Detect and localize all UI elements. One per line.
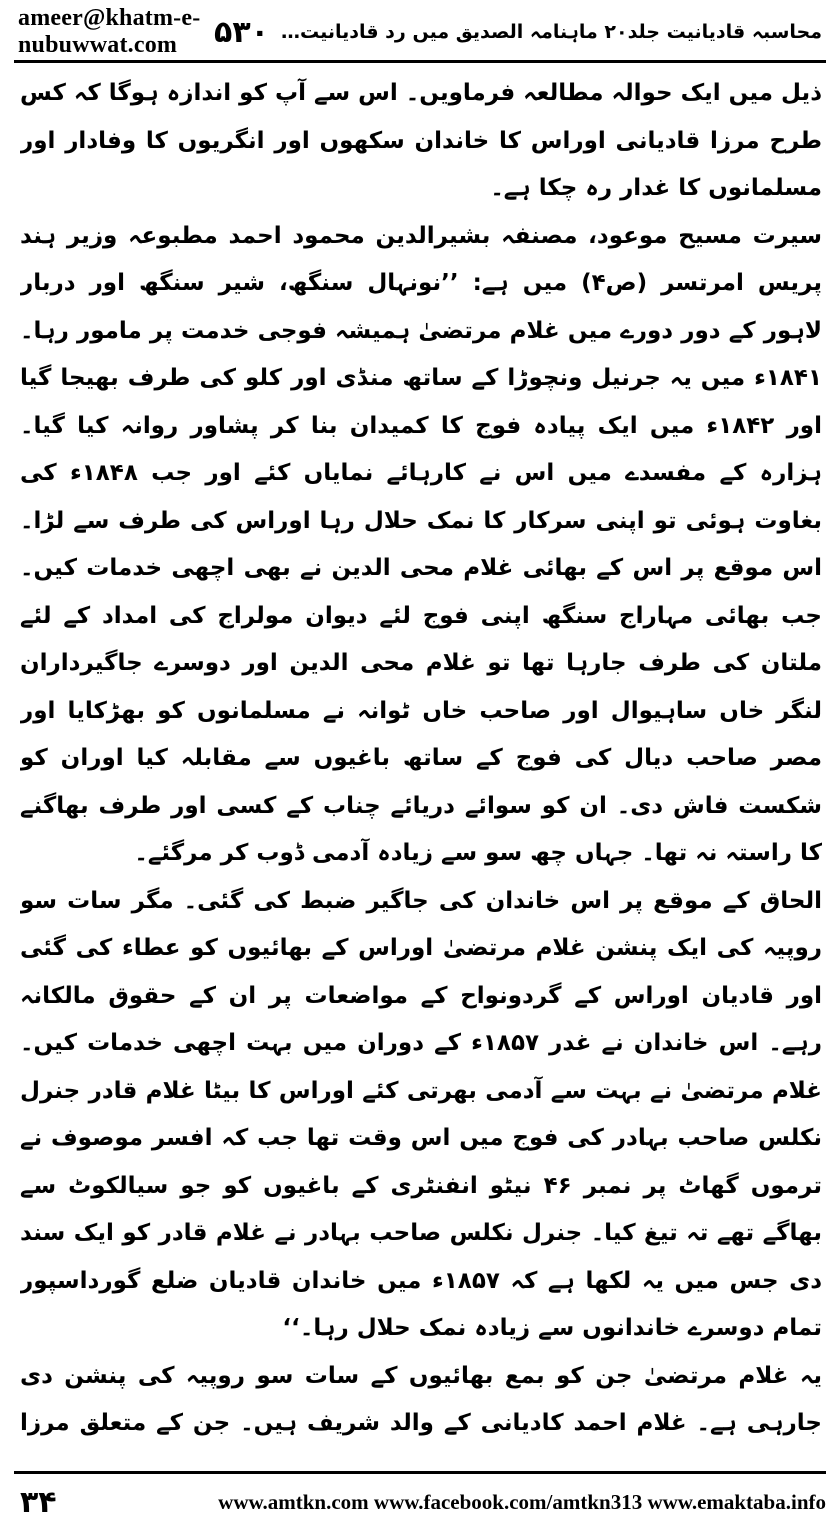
header-rule — [14, 60, 826, 63]
footer-folio: ۳۴ — [20, 1484, 57, 1520]
paragraph-quote-sirat: سیرت مسیح موعود، مصنفہ بشیرالدین محمود احمد مطبوعہ وزیر ہند پریس امرتسر (ص۴) میں ہے: ’’نونہال سنگھ، شیر سنگھ اور دربار لاہور کے دور دورے میں غلام مرتضیٰ ہمیشہ فوجی خدمت پر مامور رہا۔ ۱۸۴۱ء میں یہ جرنیل ونچوڑا کے ساتھ منڈی اور کلو کی طرف بھیجا گیا اور ۱۸۴۲ء میں ایک پیادہ فوج کا کمیدان بنا کر پشاور روانہ کیا گیا۔ ہزارہ کے مفسدے میں اس نے کارہائے نمایاں کئے اور جب ۱۸۴۸ء کی بغاوت ہوئی تو اپنی سرکار کا نمک حلال رہا اوراس کی طرف سے لڑا۔ اس موقع پر اس کے بھائی غلام محی الدین نے بھی اچھی خدمات کیں۔ جب بھائی مہاراج سنگھ اپنی فوج لئے دیوان مولراج کی امداد کے لئے ملتان کی طرف جارہا تھا تو غلام محی الدین اور دوسرے جاگیرداران لنگر خاں ساہیوال اور صاحب خاں ٹوانہ نے مسلمانوں کو بھڑکایا اور مصر صاحب دیال کی فوج کے ساتھ باغیوں سے مقابلہ کیا اوران کو شکست فاش دی۔ ان کو سوائے دریائے چناب کے کسی اور طرف بھاگنے کا راستہ نہ تھا۔ جہاں چھ سو سے زیادہ آدمی ڈوب کر مرگئے۔ — [20, 222, 822, 866]
header-page-number: ۵۳۰ — [214, 14, 269, 50]
header-series-title: محاسبہ قادیانیت جلد۲۰ ماہنامہ الصدیق میں رد قادیانیت… — [280, 21, 822, 43]
body-text — [20, 70, 822, 1450]
paragraph-ghulam-murtaza: یہ غلام مرتضیٰ جن کو بمع بھائیوں کے سات سو روپیہ کی پنشن دی جارہی ہے۔ غلام احمد کادیانی کے والد شریف ہیں۔ جن کے متعلق مرزا — [20, 1362, 822, 1436]
page-header — [18, 5, 822, 58]
page-footer — [14, 1471, 826, 1530]
paragraph-intro: ذیل میں ایک حوالہ مطالعہ فرماویں۔ اس سے آپ کو اندازہ ہوگا کہ کس طرح مرزا قادیانی اوراس کا خاندان سکھوں اور انگریوں کا وفادار اور مسلمانوں کا غدار رہ چکا ہے۔ — [20, 80, 822, 201]
footer-links: www.amtkn.com www.facebook.com/amtkn313 www.emaktaba.info — [218, 1489, 826, 1514]
header-email: ameer@khatm-e-nubuwwat.com — [18, 5, 201, 58]
header-right — [214, 15, 822, 50]
paragraph-ilhaq: الحاق کے موقع پر اس خاندان کی جاگیر ضبط کی گئی۔ مگر سات سو روپیہ کی ایک پنشن غلام مرتضیٰ اوراس کے بھائیوں کو عطاء کی گئی اور قادیان اوراس کے گردونواح کے مواضعات پر ان کے حقوق مالکانہ رہے۔ اس خاندان نے غدر ۱۸۵۷ء کے دوران میں بہت اچھی خدمات کیں۔ غلام مرتضیٰ نے بہت سے آدمی بھرتی کئے اوراس کا بیٹا غلام قادر جنرل نکلس صاحب بہادر کی فوج میں اس وقت تھا جب کہ افسر موصوف نے ترموں گھاٹ پر نمبر ۴۶ نیٹو انفنٹری کے باغیوں کو جو سیالکوٹ سے بھاگے تھے تہ تیغ کیا۔ جنرل نکلس صاحب بہادر نے غلام قادر کو ایک سند دی جس میں یہ لکھا ہے کہ ۱۸۵۷ء میں خاندان قادیان ضلع گورداسپور تمام دوسرے خاندانوں سے زیادہ نمک حلال رہا۔‘‘ — [20, 887, 822, 1341]
